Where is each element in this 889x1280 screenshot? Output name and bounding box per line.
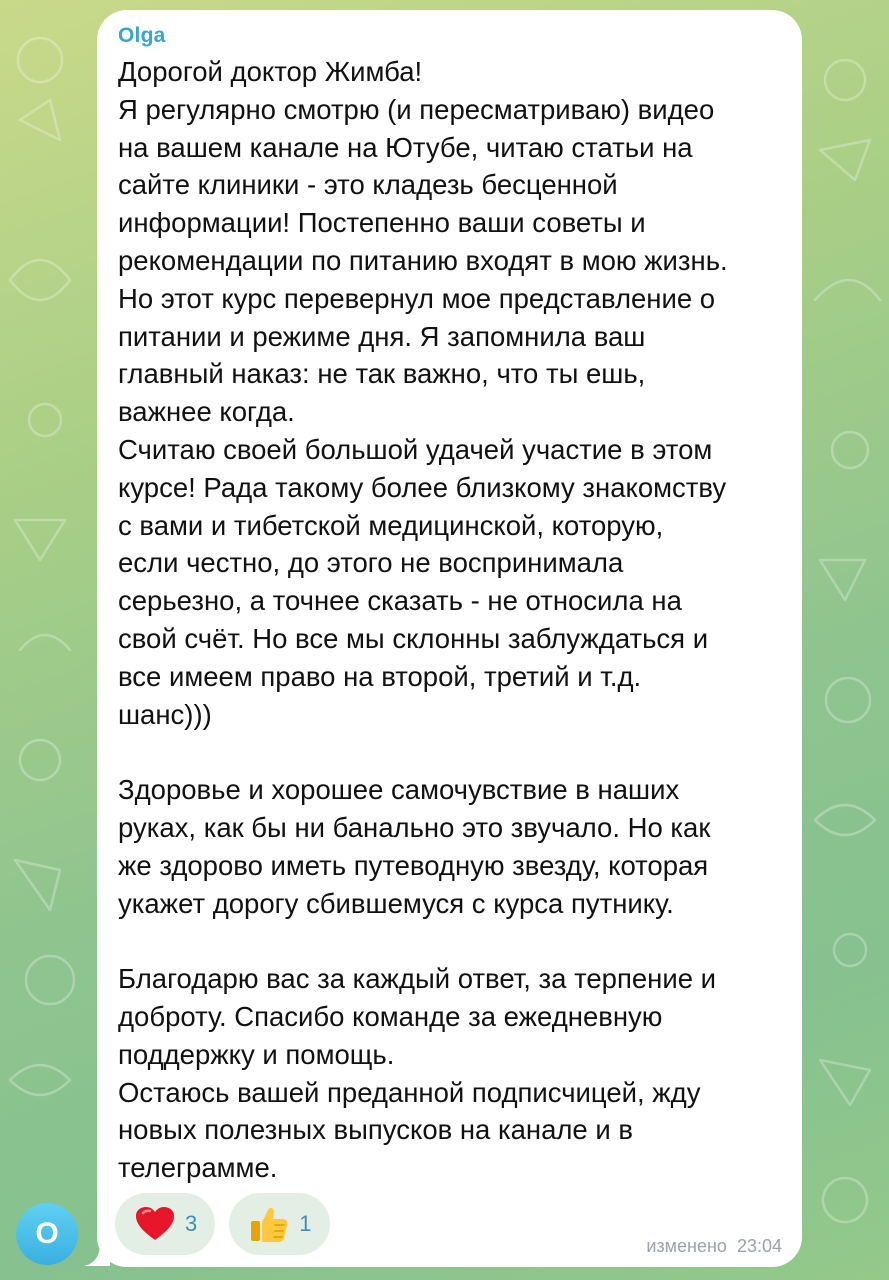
message-meta — [646, 1236, 782, 1257]
reactions-bar — [115, 1193, 330, 1255]
avatar[interactable] — [16, 1203, 78, 1265]
reaction-thumbs-up[interactable] — [229, 1193, 329, 1255]
avatar-initial: O — [35, 1217, 59, 1250]
message-text: Дорогой доктор Жимба! Я регулярно смотрю (и пересматриваю) видео на вашем канале на Ютубе, читаю статьи на сайте клиники - это кладезь бесценной информации! Постепенно ваши советы и рекомендации по питанию входят в мою жизнь. Но этот курс перевернул мое представление о питании и режиме дня. Я запомнила ваш главный наказ: не так важно, что ты ешь, важнее когда. Считаю своей большой удачей участие в этом курсе! Рада такому более близкому знакомству с вами и тибетской медицинской, которую, если честно, до этого не воспринимала серьезно, а точнее сказать - не относила на свой счёт. Но все мы склонны заблуждаться и все имеем право на второй, третий и т.д. шанс))) Здоровье и хорошее самочувствие в наших руках, как бы ни банально это звучало. Но как же здорово иметь путеводную звезду, которая укажет дорогу сбившемуся с курса путнику. Благодарю вас за каждый ответ, за терпение и доброту. Спасибо команде за ежедневную поддержку и помощь. Остаюсь вашей преданной подписчицей, жду новых полезных выпусков на канале и в телеграмме. — [118, 56, 728, 1184]
edited-label: изменено — [646, 1236, 727, 1256]
reaction-heart[interactable] — [115, 1193, 215, 1255]
thumbs-up-icon — [249, 1204, 289, 1244]
red-heart-icon — [135, 1206, 175, 1242]
sender-name[interactable]: Olga — [118, 24, 166, 47]
message-bubble[interactable] — [97, 10, 802, 1267]
bubble-tail — [84, 1244, 110, 1266]
reaction-count: 3 — [185, 1211, 198, 1236]
reaction-count: 1 — [299, 1211, 312, 1236]
message-time: 23:04 — [736, 1236, 782, 1256]
